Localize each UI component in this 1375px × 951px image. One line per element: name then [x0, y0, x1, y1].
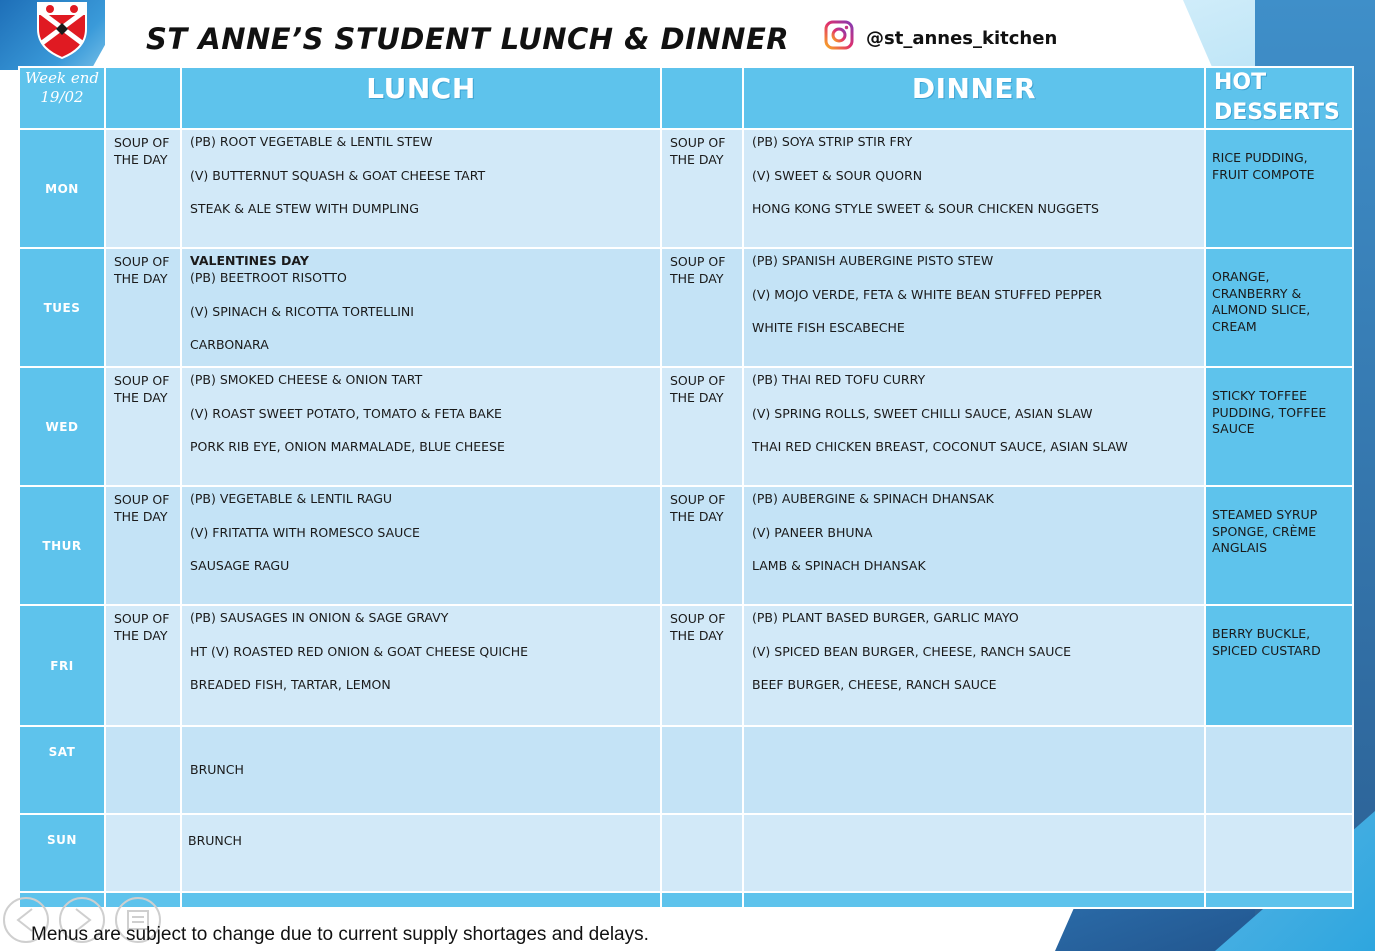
- lunch-soup: SOUP OF THE DAY: [114, 254, 170, 286]
- instagram-icon: [824, 20, 854, 50]
- lunch-header: [181, 67, 661, 129]
- dinner-soup-cell: [661, 486, 743, 605]
- table-footer-row: [19, 892, 1353, 908]
- footer-cell: [743, 892, 1205, 908]
- dinner-cell: [743, 129, 1205, 248]
- dinner-soup-cell: [661, 605, 743, 726]
- dinner-soup-cell: [661, 248, 743, 367]
- dinner-item: WHITE FISH ESCABECHE: [752, 320, 905, 335]
- dinner-item: (PB) SOYA STRIP STIR FRY: [752, 134, 913, 149]
- dinner-soup-cell: [661, 367, 743, 486]
- header-blank-lunch-soup: [105, 67, 181, 129]
- dinner-item: THAI RED CHICKEN BREAST, COCONUT SAUCE, ASIAN SLAW: [752, 439, 1128, 454]
- lunch-soup: SOUP OF THE DAY: [114, 492, 170, 524]
- lunch-item: (V) FRITATTA WITH ROMESCO SAUCE: [190, 524, 420, 540]
- day-label: THUR: [42, 538, 82, 553]
- day-cell: [19, 605, 105, 726]
- dinner-item: HONG KONG STYLE SWEET & SOUR CHICKEN NUGGETS: [752, 201, 1099, 216]
- lunch-item: BREADED FISH, TARTAR, LEMON: [190, 677, 391, 692]
- dinner-item: (PB) AUBERGINE & SPINACH DHANSAK: [752, 491, 994, 506]
- lunch-soup-cell: [105, 726, 181, 814]
- day-row-thur: [19, 486, 1353, 605]
- dessert-cell: [1205, 248, 1353, 367]
- day-cell: [19, 248, 105, 367]
- lunch-item: (V) ROAST SWEET POTATO, TOMATO & FETA BAKE: [190, 405, 502, 421]
- day-cell: [19, 814, 105, 892]
- lunch-item: HT (V) ROASTED RED ONION & GOAT CHEESE QUICHE: [190, 643, 529, 659]
- lunch-item: SAUSAGE RAGU: [190, 558, 290, 573]
- page-title: ST ANNE’S STUDENT LUNCH & DINNER: [146, 22, 790, 56]
- lunch-item: (PB) SAUSAGES IN ONION & SAGE GRAVY: [190, 610, 449, 625]
- lunch-soup: SOUP OF THE DAY: [114, 611, 170, 643]
- lunch-item: PORK RIB EYE, ONION MARMALADE, BLUE CHEESE: [190, 439, 505, 454]
- dinner-cell: [743, 486, 1205, 605]
- day-row-sat: [19, 726, 1353, 814]
- lunch-cell: [181, 814, 661, 892]
- lunch-cell: [181, 129, 661, 248]
- lunch-note: VALENTINES DAY: [190, 253, 309, 268]
- dinner-header: [743, 67, 1205, 129]
- lunch-item: (V) SPINACH & RICOTTA TORTELLINI: [190, 303, 414, 319]
- dinner-item: (PB) THAI RED TOFU CURRY: [752, 372, 926, 387]
- dinner-cell: [743, 367, 1205, 486]
- day-row-wed: [19, 367, 1353, 486]
- lunch-item: (PB) VEGETABLE & LENTIL RAGU: [190, 491, 393, 506]
- instagram-handle: @st_annes_kitchen: [866, 28, 1058, 49]
- lunch-cell: [181, 726, 661, 814]
- lunch-cell: [181, 486, 661, 605]
- hot-desserts-header: [1205, 67, 1353, 129]
- dinner-item: (V) SPICED BEAN BURGER, CHEESE, RANCH SAUCE: [752, 643, 1072, 659]
- dessert-item: STICKY TOFFEE PUDDING, TOFFEE SAUCE: [1212, 388, 1327, 436]
- lunch-soup-cell: [105, 129, 181, 248]
- dinner-cell: [743, 814, 1205, 892]
- dinner-soup: SOUP OF THE DAY: [670, 135, 726, 167]
- dinner-soup: SOUP OF THE DAY: [670, 492, 726, 524]
- college-crest-icon: [36, 1, 88, 59]
- day-cell: [19, 726, 105, 814]
- week-label: Week end: [25, 69, 99, 87]
- header-blank-dinner-soup: [661, 67, 743, 129]
- dinner-soup: SOUP OF THE DAY: [670, 254, 726, 286]
- day-row-tues: [19, 248, 1353, 367]
- day-label: SAT: [48, 745, 76, 759]
- dinner-item: (V) SPRING ROLLS, SWEET CHILLI SAUCE, ASIAN SLAW: [752, 405, 1093, 421]
- dessert-cell: [1205, 726, 1353, 814]
- dinner-item: (V) SWEET & SOUR QUORN: [752, 167, 923, 183]
- dinner-soup-cell: [661, 814, 743, 892]
- lunch-soup: SOUP OF THE DAY: [114, 135, 170, 167]
- day-label: FRI: [50, 658, 74, 673]
- dessert-item: ORANGE, CRANBERRY & ALMOND SLICE, CREAM: [1212, 269, 1311, 334]
- footer-cell: [181, 892, 661, 908]
- day-row-fri: [19, 605, 1353, 726]
- day-row-mon: [19, 129, 1353, 248]
- dinner-soup-cell: [661, 129, 743, 248]
- dinner-cell: [743, 248, 1205, 367]
- lunch-soup: SOUP OF THE DAY: [114, 373, 170, 405]
- day-cell: [19, 129, 105, 248]
- lunch-soup-cell: [105, 605, 181, 726]
- dinner-item: BEEF BURGER, CHEESE, RANCH SAUCE: [752, 677, 997, 692]
- lunch-item: CARBONARA: [190, 337, 269, 352]
- day-label: MON: [45, 181, 79, 196]
- dessert-item: STEAMED SYRUP SPONGE, CRÈME ANGLAIS: [1212, 507, 1318, 555]
- week-cell: [19, 67, 105, 129]
- disclaimer-note: Menus are subject to change due to current supply shortages and delays.: [31, 924, 649, 945]
- dinner-soup: SOUP OF THE DAY: [670, 373, 726, 405]
- lunch-item: (V) BUTTERNUT SQUASH & GOAT CHEESE TART: [190, 167, 486, 183]
- dessert-item: BERRY BUCKLE, SPICED CUSTARD: [1212, 626, 1321, 658]
- lunch-item: (PB) BEETROOT RISOTTO: [190, 270, 347, 285]
- lunch-soup-cell: [105, 814, 181, 892]
- menu-table: [18, 66, 1354, 909]
- dinner-item: (PB) SPANISH AUBERGINE PISTO STEW: [752, 253, 994, 268]
- lunch-item: (PB) ROOT VEGETABLE & LENTIL STEW: [190, 134, 433, 149]
- day-row-sun: [19, 814, 1353, 892]
- dessert-cell: [1205, 129, 1353, 248]
- lunch-heading: LUNCH: [366, 72, 476, 105]
- hot-desserts-heading-line1: HOT: [1214, 70, 1267, 95]
- dessert-cell: [1205, 486, 1353, 605]
- dinner-item: LAMB & SPINACH DHANSAK: [752, 558, 926, 573]
- day-label: SUN: [47, 833, 77, 847]
- lunch-soup-cell: [105, 248, 181, 367]
- lunch-soup-cell: [105, 367, 181, 486]
- dinner-cell: [743, 605, 1205, 726]
- lunch-item: STEAK & ALE STEW WITH DUMPLING: [190, 201, 419, 216]
- dinner-heading: DINNER: [911, 72, 1037, 105]
- header-row: [19, 67, 1353, 129]
- dinner-cell: [743, 726, 1205, 814]
- dessert-cell: [1205, 814, 1353, 892]
- lunch-item: BRUNCH: [190, 761, 244, 777]
- week-date: 19/02: [40, 88, 84, 106]
- hot-desserts-heading-line2: DESSERTS: [1214, 100, 1340, 125]
- lunch-item: BRUNCH: [188, 833, 242, 848]
- footer-cell: [661, 892, 743, 908]
- lunch-cell: [181, 248, 661, 367]
- dinner-soup: SOUP OF THE DAY: [670, 611, 726, 643]
- dinner-item: (PB) PLANT BASED BURGER, GARLIC MAYO: [752, 610, 1019, 625]
- footer-cell: [1205, 892, 1353, 908]
- dinner-item: (V) MOJO VERDE, FETA & WHITE BEAN STUFFED PEPPER: [752, 286, 1102, 302]
- dinner-soup-cell: [661, 726, 743, 814]
- dinner-item: (V) PANEER BHUNA: [752, 524, 873, 540]
- dessert-cell: [1205, 367, 1353, 486]
- lunch-item: (PB) SMOKED CHEESE & ONION TART: [190, 372, 423, 387]
- day-label: TUES: [43, 300, 81, 315]
- dessert-item: RICE PUDDING, FRUIT COMPOTE: [1212, 150, 1315, 182]
- lunch-cell: [181, 605, 661, 726]
- day-cell: [19, 486, 105, 605]
- lunch-soup-cell: [105, 486, 181, 605]
- dessert-cell: [1205, 605, 1353, 726]
- lunch-cell: [181, 367, 661, 486]
- day-cell: [19, 367, 105, 486]
- day-label: WED: [45, 419, 79, 434]
